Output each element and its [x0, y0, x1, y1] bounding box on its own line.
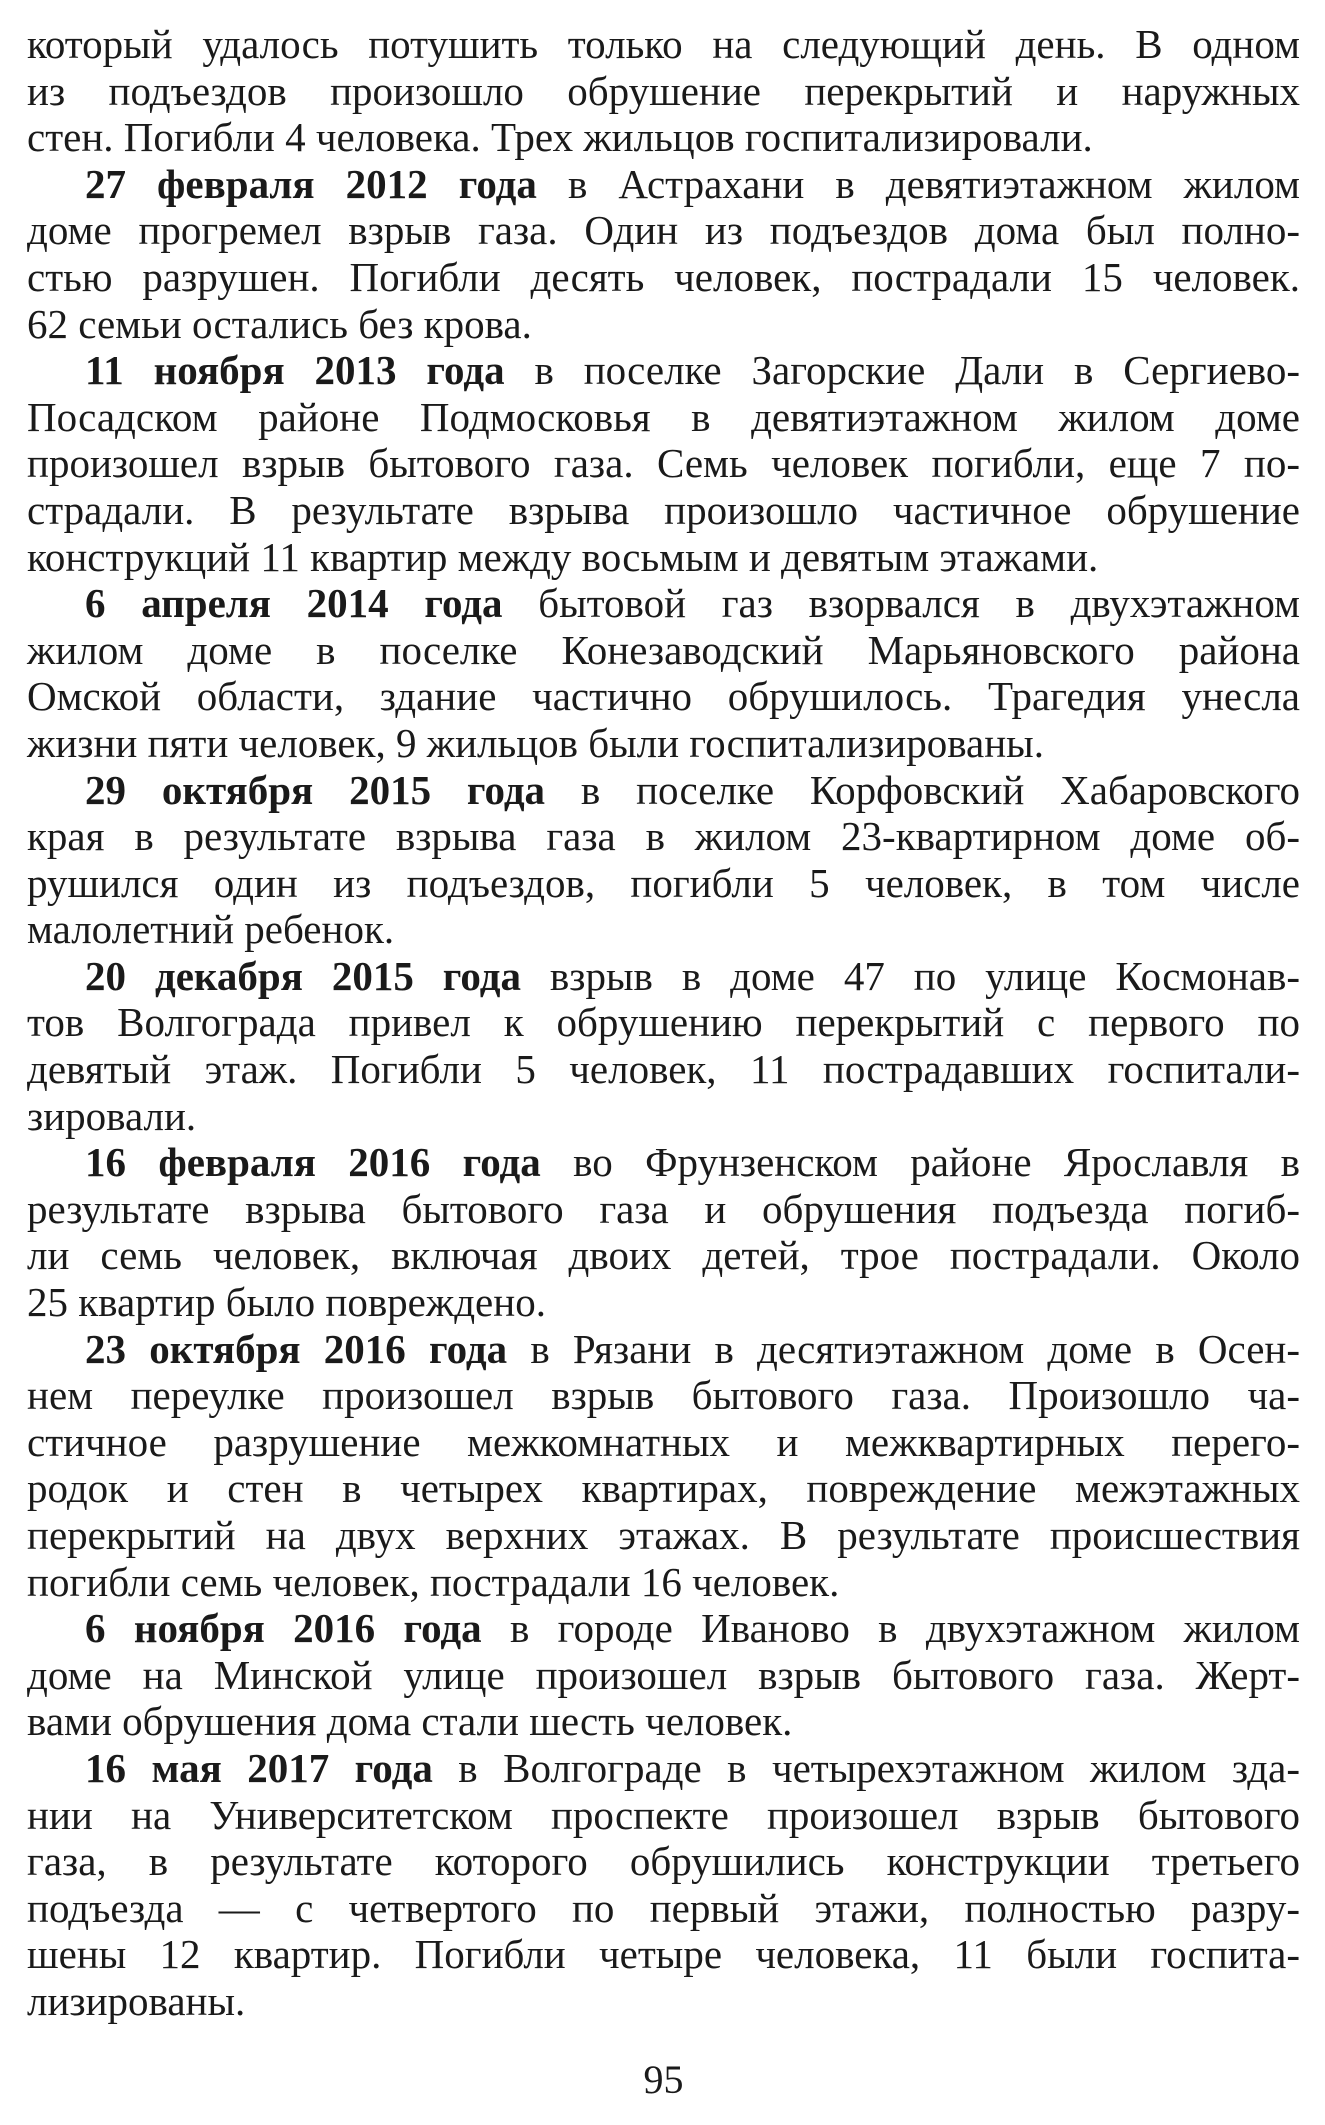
text-line: газа, в результате которого обрушились конструкции третьего: [27, 1838, 1300, 1885]
text-line: шены 12 квартир. Погибли четыре человека, 11 были госпита-: [27, 1931, 1300, 1978]
text-line: малолетний ребенок.: [27, 906, 395, 953]
date-bold-lead: 29 октября 2015 года: [85, 766, 546, 813]
text-line: тов Волгограда привел к обрушению перекрытий с первого по: [27, 999, 1300, 1046]
page-number: 95: [643, 2056, 684, 2102]
text-line: ли семь человек, включая двоих детей, трое пострадали. Около: [27, 1232, 1300, 1279]
text-line: Омской области, здание частично обрушилось. Трагедия унесла: [27, 673, 1300, 720]
text-line: жилом доме в поселке Конезаводский Марьяновского района: [27, 626, 1300, 673]
text-line: 16 мая 2017 года в Волгограде в четырехэтажном жилом зда-: [85, 1744, 1300, 1791]
text-block: [27, 21, 1300, 2025]
paragraph: [27, 1745, 1300, 2025]
paragraph: [27, 347, 1300, 580]
paragraph: [27, 1139, 1300, 1325]
text-line: результате взрыва бытового газа и обрушения подъезда погиб-: [27, 1185, 1300, 1232]
text-line: 62 семьи остались без крова.: [27, 300, 532, 347]
text-line: девятый этаж. Погибли 5 человек, 11 пострадавших госпитали-: [27, 1046, 1300, 1093]
date-bold-lead: 6 апреля 2014 года: [85, 580, 503, 627]
text-line: 29 октября 2015 года в поселке Корфовский Хабаровского: [85, 766, 1300, 813]
date-bold-lead: 16 февраля 2016 года: [85, 1139, 541, 1186]
text-line: стичное разрушение межкомнатных и межквартирных перего-: [27, 1418, 1300, 1465]
text-line: 23 октября 2016 года в Рязани в десятиэтажном доме в Осен-: [85, 1325, 1300, 1372]
text-line: 16 февраля 2016 года во Фрунзенском районе Ярославля в: [85, 1139, 1300, 1186]
text-line: подъезда — с четвертого по первый этажи, полностью разру-: [27, 1884, 1300, 1931]
text-line: рушился один из подъездов, погибли 5 человек, в том числе: [27, 859, 1300, 906]
text-line: конструкций 11 квартир между восьмым и девятым этажами.: [27, 533, 1099, 580]
text-line: жизни пяти человек, 9 жильцов были госпитализированы.: [27, 719, 1044, 766]
text-line: нем переулке произошел взрыв бытового газа. Произошло ча-: [27, 1372, 1300, 1419]
paragraph: [27, 161, 1300, 347]
text-line: Посадском районе Подмосковья в девятиэтажном жилом доме: [27, 393, 1300, 440]
text-line: стью разрушен. Погибли десять человек, пострадали 15 человек.: [27, 253, 1300, 300]
date-bold-lead: 11 ноября 2013 года: [85, 347, 505, 394]
text-line: родок и стен в четырех квартирах, повреждение межэтажных: [27, 1465, 1300, 1512]
text-line: нии на Университетском проспекте произошел взрыв бытового: [27, 1791, 1300, 1838]
text-line: страдали. В результате взрыва произошло частичное обрушение: [27, 486, 1300, 533]
date-bold-lead: 27 февраля 2012 года: [85, 160, 537, 207]
text-line: края в результате взрыва газа в жилом 23-квартирном доме об-: [27, 813, 1300, 860]
date-bold-lead: 6 ноября 2016 года: [85, 1605, 482, 1652]
paragraph: [27, 21, 1300, 161]
text-line: 6 ноября 2016 года в городе Иваново в двухэтажном жилом: [85, 1605, 1300, 1652]
text-line: зировали.: [27, 1092, 197, 1139]
date-bold-lead: 20 декабря 2015 года: [85, 952, 521, 999]
text-line: погибли семь человек, пострадали 16 человек.: [27, 1558, 840, 1605]
text-line: 20 декабря 2015 года взрыв в доме 47 по улице Космонав-: [85, 952, 1300, 999]
text-line: 6 апреля 2014 года бытовой газ взорвался в двухэтажном: [85, 580, 1300, 627]
paragraph: [27, 767, 1300, 953]
paragraph: [27, 580, 1300, 766]
date-bold-lead: 23 октября 2016 года: [85, 1325, 508, 1372]
text-line: доме на Минской улице произошел взрыв бытового газа. Жерт-: [27, 1651, 1300, 1698]
text-line: стен. Погибли 4 человека. Трех жильцов госпитализировали.: [27, 114, 1093, 161]
text-line: лизированы.: [27, 1977, 246, 2024]
text-line: из подъездов произошло обрушение перекрытий и наружных: [27, 67, 1300, 114]
paragraph: [27, 1326, 1300, 1606]
text-line: который удалось потушить только на следующий день. В одном: [27, 21, 1300, 67]
text-line: 25 квартир было повреждено.: [27, 1279, 546, 1326]
paragraph: [27, 1605, 1300, 1745]
text-line: произошел взрыв бытового газа. Семь человек погибли, еще 7 по-: [27, 440, 1300, 487]
date-bold-lead: 16 мая 2017 года: [85, 1744, 433, 1791]
text-line: 11 ноября 2013 года в поселке Загорские Дали в Сергиево-: [85, 347, 1300, 394]
text-line: перекрытий на двух верхних этажах. В результате происшествия: [27, 1512, 1300, 1558]
text-line: доме прогремел взрыв газа. Один из подъездов дома был полно-: [27, 207, 1300, 254]
text-line: вами обрушения дома стали шесть человек.: [27, 1698, 793, 1745]
text-line: 27 февраля 2012 года в Астрахани в девятиэтажном жилом: [85, 160, 1301, 207]
paragraph: [27, 953, 1300, 1139]
